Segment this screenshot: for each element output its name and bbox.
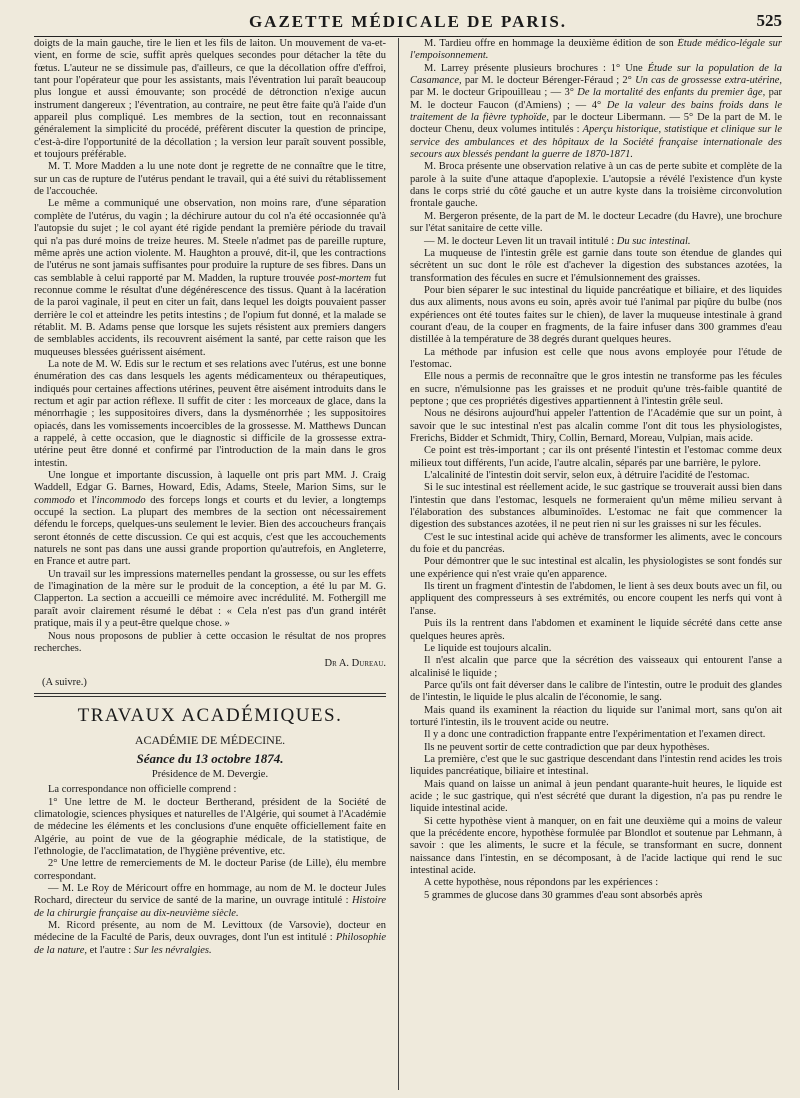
paragraph: Le liquide est toujours alcalin. xyxy=(424,642,552,654)
paragraph: Elle nous a permis de reconnaître que le gros intestin ne transforme pas les fécules en sucre, n'émulsionne pas les graisses et ne produit qu'une très-faible quantité de peptone ; que ces propriétés digestives appartiennent à l'intestin grêle seul. xyxy=(410,371,782,407)
text-run: M. Tardieu offre en hommage la deuxième édition de son xyxy=(424,38,678,49)
paragraph: Il n'est alcalin que parce que la sécrétion des vaisseaux qui entourent l'anse a alcalinisé le liquide ; xyxy=(410,655,782,679)
page-header xyxy=(34,10,782,37)
paragraph: Il y a donc une contradiction frappante entre l'expérimentation et l'examen direct. xyxy=(424,729,766,741)
italic-run: Du suc intestinal. xyxy=(616,235,691,247)
text-run: et l'autre : xyxy=(86,944,134,956)
paragraph: M. Broca présente une observation relative à un cas de perte subite et complète de la parole à la suite d'une attaque d'apoplexie. L'autopsie a révélé l'existence d'un kyste dans le corps strié du côté gauche et un autre kyste dans la troisième circonvolution frontale gauche. xyxy=(410,161,782,210)
paragraph: Parce qu'ils ont fait déverser dans le calibre de l'intestin, outre le produit des glandes de l'intestin, le liquide le plus alcalin de l'économie, le sang. xyxy=(410,679,782,704)
text-run: fut reconnue comme le résultat d'une dégénérescence des tissus. Quant à la lacération de la paroi vaginale, il peut en citer un fait, dans lequel les doigts pouvaient passer derrière le col et atteindre les petits intestins ; de l'opium fut donné, et la malade se rétablit. M. B. Adams pense que lorsque les sujets résistent aux premiers dangers de semblables accidents, ils recouvrent aisément la santé, par cette raison que les muqueuses blessées guérissent aisément. xyxy=(34,272,386,358)
academy-heading: ACADÉMIE DE MÉDECINE. xyxy=(134,732,286,747)
paragraph: M. Bergeron présente, de la part de M. le docteur Lecadre (du Havre), une brochure sur l'état sanitaire de cette ville. xyxy=(410,210,782,235)
paragraph: 1° Une lettre de M. le docteur Bertherand, président de la Société de climatologie, sciences physiques et naturelles de l'Algérie, qui soumet à l'Académie de médecine les éléments et les conclusions d'une enquête officiellement faite en Algérie, au point de vue de la géographie médicale, de la statistique, de l'ethnologie, de l'acclimatation, de l'hygiène préventive, etc. xyxy=(34,796,386,857)
text-run: et l' xyxy=(74,494,97,506)
text-run: — M. le docteur Leven lit un travail intitulé : xyxy=(424,235,617,247)
paragraph: L'alcalinité de l'intestin doit servir, selon eux, à détruire l'acidité de l'estomac. xyxy=(424,470,750,482)
italic-run: incommodo xyxy=(96,494,146,506)
column-rule xyxy=(398,38,399,1090)
paragraph xyxy=(410,38,782,63)
italic-run: Un cas de grossesse extra-utérine, xyxy=(635,75,782,87)
paragraph xyxy=(34,198,386,358)
paragraph xyxy=(34,470,386,569)
paragraph: C'est le suc intestinal acide qui achève de transformer les aliments, avec le concours du foie et du pancréas. xyxy=(410,531,782,556)
paragraph xyxy=(34,920,386,957)
italic-run: Aperçu historique, statistique et clinique sur le service des ambulances et des hôpitaux de la Société française internationale des secours aux blessés pendant la guerre de 1870-1871. xyxy=(410,124,782,161)
paragraph: Ce point est très-important ; car ils ont présenté l'intestin et l'estomac comme deux milieux tout différents, l'un acide, l'autre alcalin, séparés par une barrière, le pylore. xyxy=(410,445,782,469)
paragraph: Nous nous proposons de publier à cette occasion le résultat de nos propres recherches. xyxy=(34,630,386,654)
text-run: — M. Le Roy de Méricourt offre en hommage, au nom de M. le docteur Jules Rochard, directeur du service de santé de la marine, un ouvrage intitulé : xyxy=(34,882,386,907)
paragraph: A cette hypothèse, nous répondons par les expériences : xyxy=(424,877,659,889)
paragraph: Puis ils la rentrent dans l'abdomen et examinent le liquide sécrété dans cette anse quelques heures après. xyxy=(410,618,782,642)
left-column xyxy=(34,38,386,1090)
text-run: par M. le docteur Gripouilleau ; — 3° xyxy=(410,87,578,99)
paragraph: Pour bien séparer le suc intestinal du liquide pancréatique et biliaire, et des liquides dus aux aliments, nous avons eu soin, après avoir tué l'animal par piqûre du bulbe (nos expériences ont été toutes faites sur le chien), de laver la muqueuse intestinale à grand courant d'eau, de la couper en fragments, de la faire infuser dans 300 grammes d'eau distillée à la température de 38 degrés durant quelques heures. xyxy=(410,284,782,346)
to-be-continued: (A suivre.) xyxy=(42,676,87,688)
journal-title: GAZETTE MÉDICALE DE PARIS. xyxy=(248,12,568,31)
section-title: TRAVAUX ACADÉMIQUES. xyxy=(77,704,343,726)
paragraph: Pour démontrer que le suc intestinal est alcalin, les physiologistes se sont fondés sur une expérience qui n'est vraie qu'en apparence. xyxy=(410,556,782,580)
text-run: par M. le docteur Faucon (d'Amiens) ; — 4° xyxy=(410,87,782,111)
paragraph: 2° Une lettre de remerciements de M. le docteur Parise (de Lille), élu membre correspondant. xyxy=(34,858,386,882)
italic-run: post-mortem xyxy=(317,272,372,284)
paragraph xyxy=(410,63,782,162)
paragraph: M. T. More Madden a lu une note dont je regrette de ne connaître que le titre, sur un cas de rupture de l'utérus pendant le travail, qui a été suivi du rétablissement de l'accouchée. xyxy=(34,161,386,198)
italic-run: De la mortalité des enfants du premier âge, xyxy=(577,87,766,99)
text-run: Une longue et importante discussion, à laquelle ont pris part MM. J. Craig Waddell, Edgar G. Barnes, Howard, Edis, Adams, Steele, Marion Sims, sur le xyxy=(34,470,386,494)
italic-run: Philosophie de la nature, xyxy=(34,932,386,956)
paragraph: Mais quand ils examinent la réaction du liquide sur l'animal mort, sans qu'on ait torturé l'intestin, ils le trouvent acide ou neutre. xyxy=(410,704,782,728)
paragraph: Nous ne désirons aujourd'hui appeler l'attention de l'Académie que sur un point, à savoir que le suc intestinal n'est pas alcalin comme l'ont dit tous les physiologistes, Frerichs, Bidder et Schmidt, Thiry, Collin, Bernard, Moreau, Vulpian, mais acide. xyxy=(410,408,782,444)
italic-run: Étude médico-légale sur l'empoisonnement. xyxy=(410,38,782,62)
presidency-line: Présidence de M. Devergie. xyxy=(151,768,269,780)
paragraph xyxy=(410,236,782,248)
italic-run: commodo xyxy=(34,494,75,506)
paragraph: doigts de la main gauche, tire le lien et les fils de laiton. Un mouvement de va-et-vient, en forme de scie, suffit après quelques secondes pour détacher la tête du fœtus. L'auteur ne se dissimule pas, d'ailleurs, ce que la décollation offre d'effroi, tant pour l'opérateur que pour les assistants, mais l'éventration lui paraît beaucoup plus longue et aussi émouvante; son procédé de détronction n'exige aucun instrument dangereux ; l'éventration, au contraire, ne peut être faite qu'à l'aide d'un appareil plus compliqué. Les membres de la section, tout en reconnaissant généralement la simplicité du procédé, préfèrent discuter la question de principe, c'est-à-dire l'opportunité de la décollation ; la version leur paraît souvent possible, et toujours préférable. xyxy=(34,38,386,161)
text-run: des forceps longs et courts et du levier, a longtemps occupé la section. La plupart des membres de la section ont nécessairement défendu le forceps, quelques-uns seulement le levier. Bien des accoucheurs français seront étonnés de cette discussion. Ce qui est acquis, c'est que les accouchements naturels ne sont pas dans une aussi grande proportion qu'autrefois, en Angleterre, en France et autre part. xyxy=(34,494,386,568)
session-heading: Séance du 13 octobre 1874. xyxy=(136,750,284,766)
page-number: 525 xyxy=(756,11,782,30)
paragraph: Mais quand on laisse un animal à jeun pendant quarante-huit heures, le liquide est acide ; le suc gastrique, qui n'est sécrété que durant la digestion, n'a pas pu rendre le liquide intestinal acide. xyxy=(410,778,782,815)
paragraph xyxy=(34,883,386,920)
text-run: M. Larrey présente plusieurs brochures : 1° Une xyxy=(424,62,648,74)
italic-run: Sur les névralgies. xyxy=(133,944,212,956)
author-signature: Dr A. Dureau. xyxy=(324,658,386,670)
paragraph: Si cette hypothèse vient à manquer, on en fait une deuxième qui a moins de valeur que la précédente encore, hypothèse formulée par Blondlot et soutenue par Lehmann, à savoir : que les aliments, le sucre et la fécule, se transformant en sucre, donnent naissance dans l'intestin, en se décomposant, à de l'acide lactique qui rend le suc intestinal acide. xyxy=(410,815,782,877)
italic-run: De la valeur des bains froids dans le traitement de la fièvre typhoïde, xyxy=(410,99,782,124)
paragraph: Ils tirent un fragment d'intestin de l'abdomen, le lient à ses deux bouts avec un fil, ou appliquent des compresseurs à ses extrémités, ou encore coupent les nerfs qui vont à l'anse. xyxy=(410,581,782,617)
paragraph: Ils ne peuvent sortir de cette contradiction que par deux hypothèses. xyxy=(424,741,710,753)
text-run: par le docteur Libermann. — 5° De la part de M. le docteur Chenu, deux volumes intitulés : xyxy=(410,112,782,136)
italic-run: Étude sur la population de la Casamance, xyxy=(410,62,782,87)
paragraph: Un travail sur les impressions maternelles pendant la grossesse, ou sur les effets de l'imagination de la mère sur le produit de la conception, a été lu par M. G. Clapperton. La section a accueilli ce mémoire avec incrédulité. M. Fothergill me paraît avoir clairement résumé le débat : « Cela n'est pas d'un grand intérêt pratique, mais il y a peut-être quelque chose. » xyxy=(34,568,386,630)
text-run: Le même a communiqué une observation, non moins rare, d'une séparation complète de l'utérus, du vagin ; la déchirure autour du col n'a été occasionnée qu'à l'autopsie du sujet ; le col ayant été rigide pendant la première période du travail qui n'a pas duré moins de treize heures. M. Steele n'admet pas de pareille rupture, même après une action violente. M. Haughton a prouvé, dit-il, que les contractions de l'utérus ne sont jamais suffisantes pour produire la rupture de ses fibres. Dans un cas semblable à celui rapporté par M. Madden, la rupture trouvée xyxy=(34,198,386,284)
italic-run: Histoire de la chirurgie française au dix-neuvième siècle. xyxy=(34,895,386,919)
paragraph: La correspondance non officielle comprend : xyxy=(48,784,237,796)
paragraph: La première, c'est que le suc gastrique descendant dans l'intestin rend acides les trois liquides pancréatique, biliaire et intestinal. xyxy=(410,753,782,778)
paragraph: La note de M. W. Edis sur le rectum et ses relations avec l'utérus, est une bonne énumération des cas dans lesquels les agents médicamenteux ou thérapeutiques, indiqués pour certaines affections utérines, peuvent être aisément introduits dans le rectum et agir par action réflexe. Il suffit de citer : les morceaux de glace, dans la ménorrhagie ; les suppositoires divers, dans la dysménorrhée ; les suppositoires opiacés, dans les vomissements incoercibles de la grossesse. M. Matthews Duncan a rappelé, à cette occasion, que le diagnostic si difficile de la grossesse extra-utérine peut être donné et confirmé par l'introduction de la main dans le gros intestin. xyxy=(34,358,386,469)
text-run: M. Ricord présente, au nom de M. Levittoux (de Varsovie), docteur en médecine de la Faculté de Paris, deux ouvrages, dont l'un est intitulé : xyxy=(34,920,386,944)
section-divider xyxy=(34,693,386,697)
paragraph: La muqueuse de l'intestin grêle est garnie dans toute son étendue de glandes qui sécrètent un suc dont le rôle est d'achever la digestion des substances azotées, la transformation des fécules en sucre et l'émulsionnement des graisses. xyxy=(410,247,782,284)
paragraph: Si le suc intestinal est réellement acide, le suc gastrique se trouverait aussi bien dans l'intestin que dans l'estomac, lesquels ne formeraient qu'un même milieu servant à l'élaboration des substances albuminoïdes. L'estomac ne fait que commencer la digestion des substances azotées, il ne peut rien ni sur les graisses ni sur les fécules. xyxy=(410,482,782,531)
text-run: par M. le docteur Bérenger-Féraud ; 2° xyxy=(461,75,636,87)
paragraph: 5 grammes de glucose dans 30 grammes d'eau sont absorbés après xyxy=(424,889,703,901)
paragraph: La méthode par infusion est celle que nous avons employée pour l'étude de l'estomac. xyxy=(410,346,782,370)
right-column xyxy=(410,38,782,1090)
